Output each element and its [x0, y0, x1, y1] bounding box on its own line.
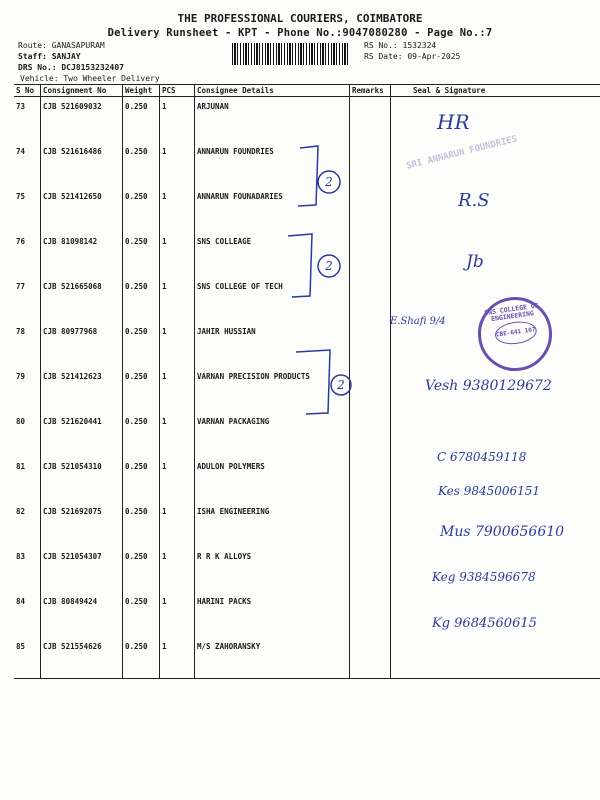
- cell-weight: 0.250: [123, 502, 160, 547]
- cell-consignee: ADULON POLYMERS: [195, 457, 350, 502]
- cell-consignment: CJB 81098142: [41, 232, 123, 277]
- cell-consignee: R R K ALLOYS: [195, 547, 350, 592]
- cell-sno: 80: [16, 417, 26, 426]
- cell-weight: 0.250: [123, 322, 160, 367]
- col-header-weight: Weight: [123, 85, 160, 97]
- cell-sno: 74: [16, 147, 26, 156]
- cell-sno: 81: [16, 462, 26, 471]
- signature-73: HR: [437, 110, 470, 134]
- cell-pcs: 1: [160, 322, 195, 367]
- cell-consignee: ARJUNAN: [195, 97, 350, 143]
- cell-consignee: ANNARUN FOUNADARIES: [195, 187, 350, 232]
- cell-consignee: ISHA ENGINEERING: [195, 502, 350, 547]
- cell-pcs: 1: [160, 367, 195, 412]
- cell-sno: 78: [16, 327, 26, 336]
- cell-weight: 0.250: [123, 637, 160, 679]
- rs-date: RS Date: 09-Apr-2025: [364, 52, 461, 61]
- cell-consignee: SNS COLLEGE OF TECH: [195, 277, 350, 322]
- cell-consignee: ANNARUN FOUNDRIES: [195, 142, 350, 187]
- cell-pcs: 1: [160, 457, 195, 502]
- cell-consignment: CJB 521412623: [41, 367, 123, 412]
- rs-number: RS No.: 1532324: [364, 41, 437, 50]
- col-header-consignment: Consignment No: [41, 85, 123, 97]
- cell-consignment: CJB 521665068: [41, 277, 123, 322]
- cell-consignment: CJB 521620441: [41, 412, 123, 457]
- cell-pcs: 1: [160, 412, 195, 457]
- drs-number: DRS No.: DCJ8153232407: [18, 63, 124, 72]
- cell-sno: 84: [16, 597, 26, 606]
- cell-weight: 0.250: [123, 547, 160, 592]
- circle-number-2: 2: [325, 259, 333, 273]
- cell-sno: 73: [16, 102, 26, 111]
- cell-pcs: 1: [160, 592, 195, 637]
- signature-82: C 6780459118: [437, 450, 527, 464]
- cell-pcs: 1: [160, 547, 195, 592]
- cell-weight: 0.250: [123, 367, 160, 412]
- col-header-remarks: Remarks: [350, 85, 391, 97]
- cell-sno: 82: [16, 507, 26, 516]
- cell-consignee: VARNAN PACKAGING: [195, 412, 350, 457]
- cell-consignment: CJB 521054310: [41, 457, 123, 502]
- runsheet-subtitle: Delivery Runsheet - KPT - Phone No.:9047080280 - Page No.:7: [107, 27, 493, 39]
- cell-consignee: HARINI PACKS: [195, 592, 350, 637]
- cell-consignee: VARNAN PRECISION PRODUCTS: [195, 367, 350, 412]
- cell-consignment: CJB 80849424: [41, 592, 123, 637]
- col-header-pcs: PCS: [160, 85, 195, 97]
- route-text: Route: GANASAPURAM: [18, 41, 105, 50]
- cell-weight: 0.250: [123, 232, 160, 277]
- signature-84: Mus 7900656610: [440, 524, 565, 540]
- cell-sno: 83: [16, 552, 26, 561]
- cell-weight: 0.250: [123, 277, 160, 322]
- signature-85: Keg 9384596678: [432, 570, 536, 584]
- signature-77: Jb: [466, 252, 484, 272]
- seal-inner-text: CBE-641 107: [494, 319, 539, 347]
- cell-pcs: 1: [160, 97, 195, 143]
- circle-number-1: 2: [325, 175, 333, 189]
- cell-pcs: 1: [160, 142, 195, 187]
- cell-consignee: JAHIR HUSSIAN: [195, 322, 350, 367]
- cell-consignment: CJB 521054307: [41, 547, 123, 592]
- cell-consignment: CJB 521692075: [41, 502, 123, 547]
- cell-sno: 77: [16, 282, 26, 291]
- cell-sno: 75: [16, 192, 26, 201]
- col-header-consignee: Consignee Details: [195, 85, 350, 97]
- cell-consignment: CJB 521554626: [41, 637, 123, 679]
- signature-extra: Kg 9684560615: [432, 616, 537, 631]
- cell-weight: 0.250: [123, 97, 160, 143]
- cell-consignee: M/S ZAHORANSKY: [195, 637, 350, 679]
- cell-pcs: 1: [160, 637, 195, 679]
- col-header-sno: S No: [14, 85, 41, 97]
- cell-sno: 76: [16, 237, 26, 246]
- cell-consignment: CJB 521616486: [41, 142, 123, 187]
- jahir-note: E.Shafi 9/4: [390, 316, 446, 327]
- cell-weight: 0.250: [123, 142, 160, 187]
- cell-sno: 79: [16, 372, 26, 381]
- cell-consignment: CJB 521609032: [41, 97, 123, 143]
- cell-weight: 0.250: [123, 457, 160, 502]
- cell-weight: 0.250: [123, 592, 160, 637]
- seal-text: SNS COLLEGE OF ENGINEERING: [483, 301, 540, 324]
- cell-weight: 0.250: [123, 412, 160, 457]
- cell-consignment: CJB 80977968: [41, 322, 123, 367]
- cell-pcs: 1: [160, 277, 195, 322]
- vehicle-text: Vehicle: Two Wheeler Delivery: [20, 74, 160, 83]
- cell-consignee: SNS COLLEAGE: [195, 232, 350, 277]
- cell-pcs: 1: [160, 502, 195, 547]
- faint-company-stamp: SRI ANNARUN FOUNDRIES: [405, 134, 519, 172]
- staff-text: Staff: SANJAY: [18, 52, 81, 61]
- circle-number-3: 2: [337, 378, 345, 392]
- cell-sno: 85: [14, 637, 41, 679]
- company-title: THE PROFESSIONAL COURIERS, COIMBATORE: [177, 12, 423, 25]
- signature-75: R.S: [458, 190, 490, 211]
- cell-pcs: 1: [160, 232, 195, 277]
- cell-consignment: CJB 521412650: [41, 187, 123, 232]
- cell-pcs: 1: [160, 187, 195, 232]
- cell-weight: 0.250: [123, 187, 160, 232]
- col-header-signature: Seal & Signature: [391, 85, 600, 97]
- signature-80: Vesh 9380129672: [425, 378, 552, 394]
- signature-83: Kes 9845006151: [438, 484, 541, 498]
